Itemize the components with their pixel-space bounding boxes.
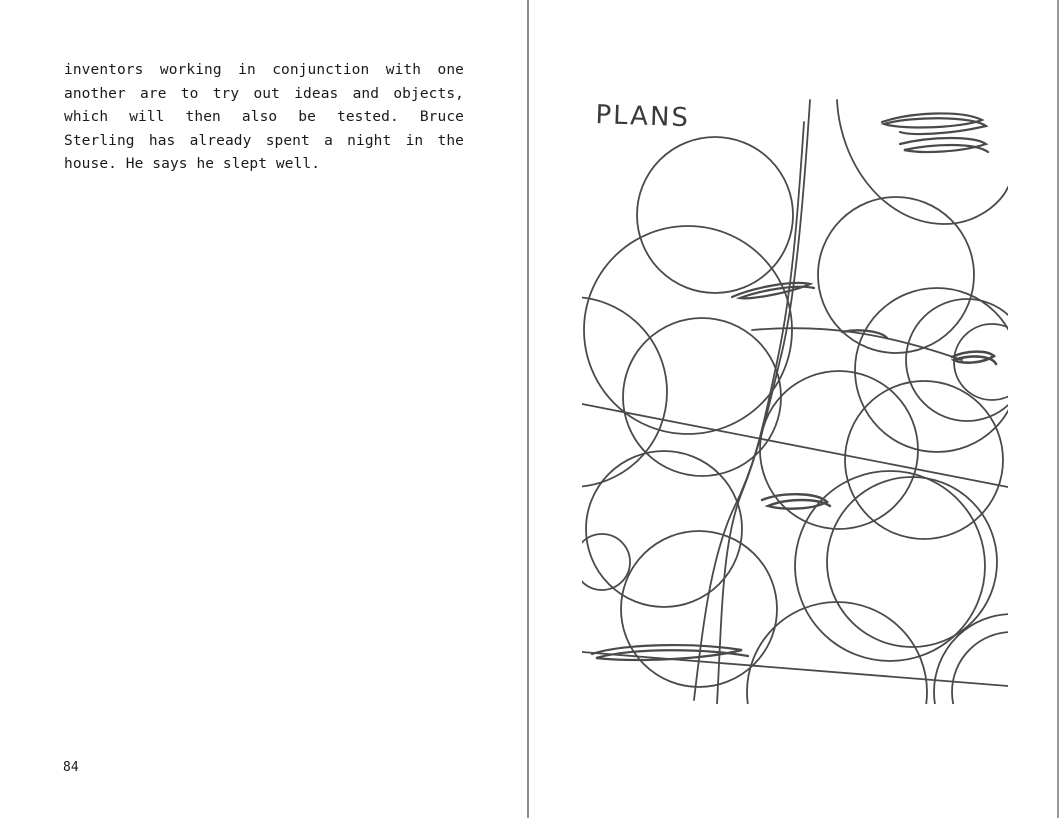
circle [952,632,1008,704]
scribble [762,494,830,508]
illustration-label: PLANS [594,100,691,134]
circle [934,614,1008,704]
plans-drawing [582,92,1008,704]
scribble [592,645,748,660]
straight-line [582,652,1008,686]
circle [582,297,667,487]
right-page [530,0,1059,818]
circle [818,197,974,353]
circle [586,451,742,607]
circle [855,288,1008,452]
circle [747,602,927,704]
stem-line [694,122,804,700]
circle [637,137,793,293]
left-page [0,0,527,818]
scribble [952,352,996,364]
book-gutter [527,0,529,818]
circle [760,371,918,529]
body-paragraph: inventors working in conjunction with one another are to try out ideas and objects, which will then also be tested. Bruce Sterling has already spent a night in the house. He says he slept well. [64,62,464,172]
scribble [882,113,988,152]
circle [827,477,997,647]
page-number: 84 [63,760,79,775]
scribble [732,283,814,298]
